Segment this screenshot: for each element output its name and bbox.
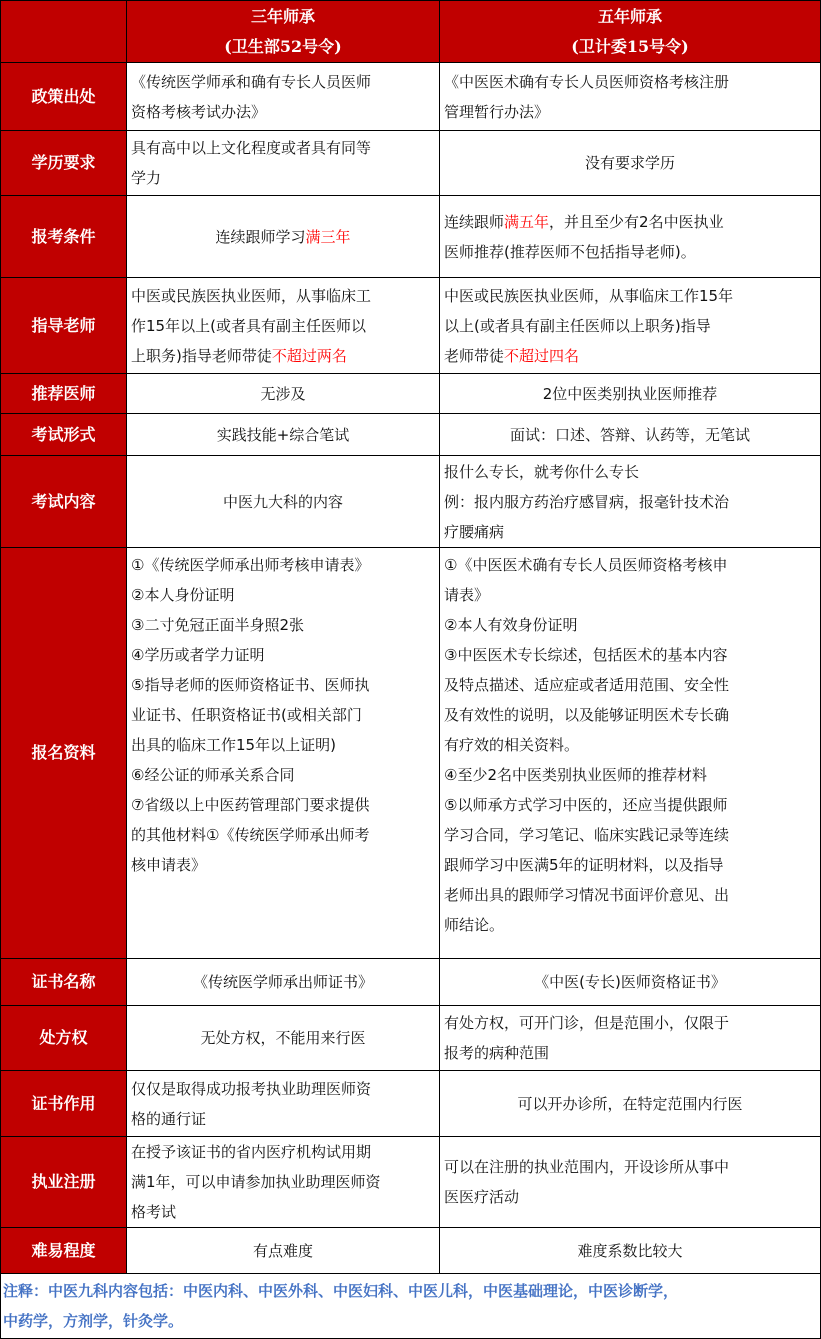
cell-five-year: 可以开办诊所，在特定范围内行医 [440, 1071, 821, 1137]
cell-text: 在授予该证书的省内医疗机构试用期 [131, 1143, 372, 1161]
list-item: ④至少2名中医类别执业医师的推荐材料 [444, 766, 707, 784]
cell-text: 资格考核考试办法》 [131, 102, 267, 121]
cell-text: 《中医医术确有专长人员医师资格考核注册 [444, 72, 730, 91]
cell-three-year: 《传统医学师承出师证书》 [127, 959, 440, 1006]
cell-three-year [127, 1137, 440, 1228]
row-label: 考试形式 [1, 414, 127, 456]
table-row [1, 131, 821, 196]
row-label: 证书作用 [1, 1071, 127, 1137]
cell-five-year: 《中医(专长)医师资格证书》 [440, 959, 821, 1006]
table-row [1, 456, 821, 548]
row-label: 报名资料 [1, 548, 127, 959]
header-row [1, 1, 821, 63]
cell-three-year: 无涉及 [127, 374, 440, 414]
cell-text: 格考试 [131, 1203, 177, 1221]
cell-three-year [127, 1071, 440, 1137]
header-three-year [127, 1, 440, 63]
cell-five-year [440, 1006, 821, 1071]
header-title: 五年师承 [597, 6, 662, 26]
highlight-text: 不超过四名 [504, 346, 580, 365]
cell-text: ，并且至少有2名中医执业 [549, 212, 724, 231]
cell-text: 中医或民族医执业医师，从事临床工 [131, 286, 372, 305]
cell-text: 有处方权，可开门诊，但是范围小，仅限于 [444, 1014, 730, 1032]
highlight-text: 满五年 [504, 212, 550, 231]
cell-text: 报什么专长，就考你什么专长 [444, 462, 640, 481]
cell-text: 连续跟师 [444, 212, 505, 231]
list-item: ②本人身份证明 [131, 586, 235, 604]
cell-text: 中医或民族医执业医师，从事临床工作15年 [444, 286, 734, 305]
cell-five-year [440, 63, 821, 131]
cell-text: 例：报内服方药治疗感冒病，报毫针技术治 [444, 492, 730, 511]
header-subtitle: (卫生部52号令) [224, 36, 342, 56]
header-subtitle: (卫计委15号令) [571, 36, 689, 56]
row-label: 学历要求 [1, 131, 127, 196]
cell-text: 连续跟师学习 [215, 227, 306, 246]
list-item: 业证书、任职资格证书(或相关部门 [131, 706, 362, 724]
cell-three-year [127, 63, 440, 131]
list-item: ⑤指导老师的医师资格证书、医师执 [131, 676, 370, 694]
row-label: 证书名称 [1, 959, 127, 1006]
row-label: 推荐医师 [1, 374, 127, 414]
cell-five-year [440, 456, 821, 548]
list-item: 老师出具的跟师学习情况书面评价意见、出 [444, 886, 730, 904]
cell-text: 《传统医学师承和确有专长人员医师 [131, 72, 372, 91]
cell-five-year: 难度系数比较大 [440, 1228, 821, 1274]
cell-three-year [127, 548, 440, 959]
cell-three-year: 中医九大科的内容 [127, 456, 440, 548]
list-item: ①《传统医学师承出师考核申请表》 [131, 556, 370, 574]
list-item: ②本人有效身份证明 [444, 616, 578, 634]
table-row [1, 1006, 821, 1071]
cell-five-year [440, 548, 821, 959]
cell-text: 医医疗活动 [444, 1188, 520, 1206]
cell-five-year: 2位中医类别执业医师推荐 [440, 374, 821, 414]
cell-text: 没有要求学历 [584, 154, 675, 172]
list-item: 的其他材料①《传统医学师承出师考 [131, 826, 370, 844]
cell-text: 管理暂行办法》 [444, 102, 550, 121]
list-item: ①《中医医术确有专长人员医师资格考核申 [444, 556, 728, 574]
cell-three-year: 无处方权，不能用来行医 [127, 1006, 440, 1071]
table-row [1, 63, 821, 131]
table-row [1, 196, 821, 278]
note-row [1, 1274, 821, 1339]
list-item: 请表》 [444, 586, 490, 604]
table-row [1, 1137, 821, 1228]
cell-text: 上职务)指导老师带徒 [131, 346, 272, 365]
cell-five-year [440, 1137, 821, 1228]
cell-text: 学力 [131, 169, 162, 187]
list-item: 核申请表》 [131, 856, 207, 874]
cell-three-year [127, 196, 440, 278]
list-item: ④学历或者学力证明 [131, 646, 265, 664]
table-row [1, 1228, 821, 1274]
highlight-text: 不超过两名 [271, 346, 347, 365]
table-row [1, 1071, 821, 1137]
list-item: 及有效性的说明，以及能够证明医术专长确 [444, 706, 730, 724]
table-row [1, 278, 821, 374]
cell-text: 作15年以上(或者具有副主任医师以 [131, 316, 366, 335]
cell-three-year [127, 131, 440, 196]
row-label: 考试内容 [1, 456, 127, 548]
list-item: 有疗效的相关资料。 [444, 736, 580, 754]
cell-text: 满1年，可以申请参加执业助理医师资 [131, 1173, 381, 1191]
cell-three-year: 有点难度 [127, 1228, 440, 1274]
row-label: 政策出处 [1, 63, 127, 131]
list-item: 师结论。 [444, 916, 505, 934]
row-label: 执业注册 [1, 1137, 127, 1228]
cell-text: 可以在注册的执业范围内，开设诊所从事中 [444, 1158, 730, 1176]
cell-text: 仅仅是取得成功报考执业助理医师资 [131, 1079, 372, 1098]
header-corner [1, 1, 127, 63]
cell-three-year: 实践技能+综合笔试 [127, 414, 440, 456]
cell-text: 以上(或者具有副主任医师以上职务)指导 [444, 316, 711, 335]
row-label: 难易程度 [1, 1228, 127, 1274]
cell-five-year: 面试：口述、答辩、认药等，无笔试 [440, 414, 821, 456]
cell-five-year [440, 196, 821, 278]
cell-five-year [440, 131, 821, 196]
cell-text: 具有高中以上文化程度或者具有同等 [131, 139, 372, 157]
footnote-line: 注释：中医九科内容包括：中医内科、中医外科、中医妇科、中医儿科，中医基础理论，中医诊断学， [3, 1282, 679, 1300]
header-title: 三年师承 [250, 6, 315, 26]
row-label: 指导老师 [1, 278, 127, 374]
header-five-year [440, 1, 821, 63]
table-row [1, 959, 821, 1006]
list-item: ⑦省级以上中医药管理部门要求提供 [131, 796, 370, 814]
list-item: 及特点描述、适应症或者适用范围、安全性 [444, 676, 730, 694]
table-row [1, 414, 821, 456]
cell-text: 格的通行证 [131, 1109, 207, 1128]
list-item: ③中医医术专长综述，包括医术的基本内容 [444, 646, 728, 664]
highlight-text: 满三年 [305, 227, 351, 246]
cell-three-year [127, 278, 440, 374]
list-item: ⑥经公证的师承关系合同 [131, 766, 295, 784]
cell-text: 医师推荐(推荐医师不包括指导老师)。 [444, 242, 696, 261]
cell-text: 老师带徒 [444, 346, 505, 365]
list-item: 学习合同，学习笔记、临床实践记录等连续 [444, 826, 730, 844]
list-item: ⑤以师承方式学习中医的，还应当提供跟师 [444, 796, 728, 814]
list-item: ③二寸免冠正面半身照2张 [131, 616, 304, 634]
table-row [1, 548, 821, 959]
footnote [1, 1274, 821, 1339]
cell-text: 疗腰痛病 [444, 522, 505, 541]
table-row [1, 374, 821, 414]
list-item: 出具的临床工作15年以上证明) [131, 736, 336, 754]
row-label: 处方权 [1, 1006, 127, 1071]
list-item: 跟师学习中医满5年的证明材料，以及指导 [444, 856, 724, 874]
footnote-line: 中药学，方剂学，针灸学。 [3, 1312, 184, 1330]
cell-five-year [440, 278, 821, 374]
row-label: 报考条件 [1, 196, 127, 278]
cell-text: 报考的病种范围 [444, 1044, 550, 1062]
